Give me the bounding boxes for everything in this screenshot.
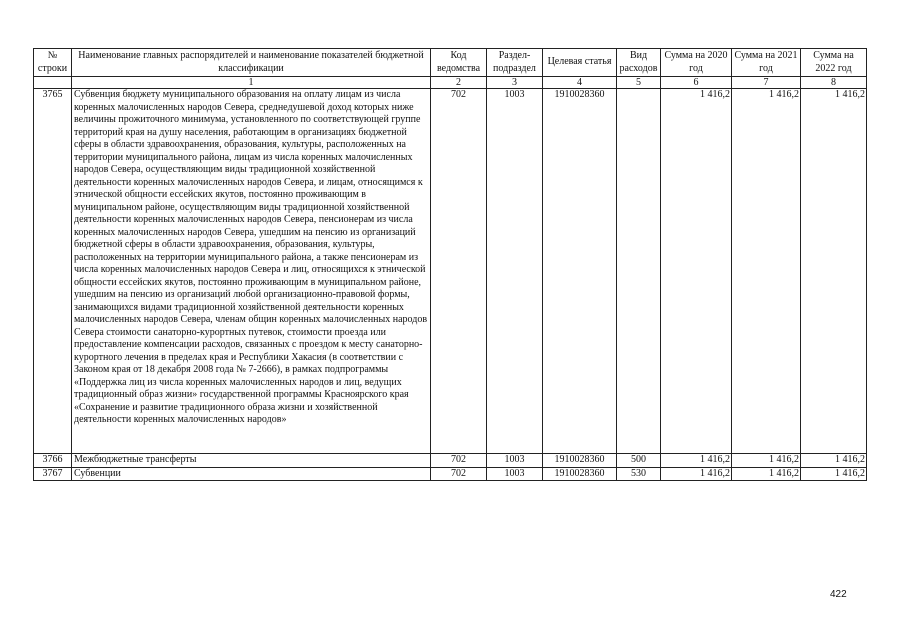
row-expense-type: 500 [617,454,661,468]
row-section: 1003 [487,89,543,454]
header-sum-2021: Сумма на 2021 год [732,49,801,77]
header-row [34,49,867,77]
row-expense-type: 530 [617,467,661,481]
table-row [34,89,867,454]
column-number: 5 [617,77,661,89]
column-number: 2 [431,77,487,89]
column-number [34,77,72,89]
row-target-article: 1910028360 [543,467,617,481]
budget-table [33,48,867,481]
row-section: 1003 [487,467,543,481]
row-sum-2020: 1 416,2 [661,454,732,468]
row-department-code: 702 [431,467,487,481]
row-sum-2020: 1 416,2 [661,467,732,481]
row-department-code: 702 [431,454,487,468]
row-target-article: 1910028360 [543,89,617,454]
row-sum-2020: 1 416,2 [661,89,732,454]
row-department-code: 702 [431,89,487,454]
header-target-article: Целевая статья [543,49,617,77]
header-row-number: № строки [34,49,72,77]
column-number-row [34,77,867,89]
row-sum-2021: 1 416,2 [732,454,801,468]
row-sum-2021: 1 416,2 [732,89,801,454]
header-sum-2020: Сумма на 2020 год [661,49,732,77]
row-target-article: 1910028360 [543,454,617,468]
column-number: 7 [732,77,801,89]
row-section: 1003 [487,454,543,468]
row-number: 3767 [34,467,72,481]
row-name: Субвенции [72,467,431,481]
header-name: Наименование главных распорядителей и наименование показателей бюджетной классификации [72,49,431,77]
row-name: Субвенция бюджету муниципального образования на оплату лицам из числа коренных малочисленных народов Севера, среднедушевой доход которых ниже величины прожиточного минимума, установленного по соответствующей группе территорий края на душу населения, работающим в организациях бюджетной сферы в области здравоохранения, образования, культуры, расположенных на территории муниципального района, лицам из числа коренных малочисленных народов Севера, осуществляющим виды традиционной хозяйственной деятельности коренных малочисленных народов Севера, и лицам, относящимся к этнической общности ессейских якутов, постоянно проживающим в муниципальном районе, осуществляющим виды традиционной хозяйственной деятельности коренных малочисленных народов Севера, пенсионерам из числа коренных малочисленных народов Севера, ушедшим на пенсию из организаций бюджетной сферы в области здравоохранения, образования, культуры, расположенных на территории муниципального района, а также пенсионерам из числа коренных малочисленных народов Севера и лиц, относящихся к этнической общности ессейских якутов, постоянно проживающим в муниципальном районе, ушедшим на пенсию из организаций любой организационно-правовой формы, занимающихся видами традиционной хозяйственной деятельности коренных малочисленных народов Севера, членам общин коренных малочисленных народов Севера стоимости санаторно-курортных путевок, стоимости проезда или предоставление компенсации расходов, связанных с проездом к месту санаторно-курортного лечения в пределах края и Республики Хакасия (в соответствии с Законом края от 18 декабря 2008 года № 7-2666), в рамках подпрограммы «Поддержка лиц из числа коренных малочисленных народов и лиц, ведущих традиционный образ жизни» государственной программы Красноярского края «Сохранение и развитие традиционного образа жизни и хозяйственной деятельности коренных малочисленных народов» [72,89,431,454]
page-number: 422 [830,589,847,600]
row-sum-2022: 1 416,2 [801,467,867,481]
header-section: Раздел-подраздел [487,49,543,77]
table-row [34,454,867,468]
table-row [34,467,867,481]
column-number: 3 [487,77,543,89]
row-name: Межбюджетные трансферты [72,454,431,468]
row-sum-2022: 1 416,2 [801,454,867,468]
column-number: 1 [72,77,431,89]
row-sum-2022: 1 416,2 [801,89,867,454]
row-number: 3766 [34,454,72,468]
row-expense-type [617,89,661,454]
header-expense-type: Вид расходов [617,49,661,77]
header-sum-2022: Сумма на 2022 год [801,49,867,77]
header-department-code: Код ведомства [431,49,487,77]
column-number: 4 [543,77,617,89]
column-number: 6 [661,77,732,89]
row-sum-2021: 1 416,2 [732,467,801,481]
column-number: 8 [801,77,867,89]
row-number: 3765 [34,89,72,454]
